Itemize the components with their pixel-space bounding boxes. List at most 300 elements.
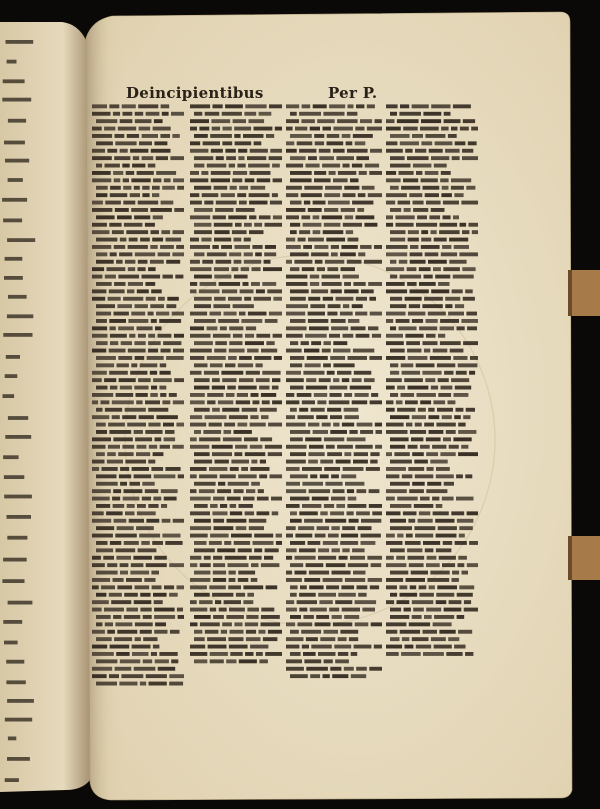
ink-word <box>286 608 297 612</box>
ink-word <box>301 119 315 123</box>
ink-word <box>190 260 200 264</box>
left-page-fragment <box>5 435 31 439</box>
ink-word <box>164 178 171 182</box>
ink-word <box>427 578 449 582</box>
text-line <box>286 378 375 382</box>
ink-word <box>436 467 450 471</box>
ink-word <box>242 408 258 412</box>
ink-word <box>212 386 225 390</box>
ink-word <box>438 378 449 382</box>
text-line <box>194 504 253 508</box>
ink-word <box>360 430 373 434</box>
ink-word <box>359 171 367 175</box>
ink-word <box>127 504 135 508</box>
ink-word <box>438 393 451 397</box>
ink-word <box>235 223 242 227</box>
ink-word <box>113 504 125 508</box>
ink-word <box>465 289 473 293</box>
text-line <box>190 393 276 397</box>
ink-word <box>399 585 407 589</box>
ink-word <box>120 563 129 567</box>
ink-word <box>399 260 408 264</box>
ink-word <box>92 104 107 108</box>
ink-word <box>356 297 367 301</box>
left-page-fragment <box>7 515 32 519</box>
ink-word <box>413 608 424 612</box>
ink-word <box>261 349 277 353</box>
ink-word <box>177 186 184 190</box>
ink-word <box>238 156 244 160</box>
ink-word <box>390 615 409 619</box>
text-line <box>390 548 451 552</box>
ink-word <box>454 393 469 397</box>
ink-word <box>232 178 242 182</box>
ink-word <box>329 334 340 338</box>
ink-word <box>317 400 326 404</box>
text-line <box>286 208 364 212</box>
ink-word <box>125 408 146 412</box>
ink-word <box>190 356 204 360</box>
ink-word <box>318 548 329 552</box>
ink-word <box>426 563 440 567</box>
ink-word <box>166 260 180 264</box>
ink-word <box>248 164 270 168</box>
ink-word <box>205 415 227 419</box>
ink-word <box>269 104 282 108</box>
ink-word <box>235 141 252 145</box>
ink-word <box>96 615 111 619</box>
ink-word <box>354 645 372 649</box>
ink-word <box>386 104 398 108</box>
ink-word <box>273 334 282 338</box>
ink-word <box>134 667 156 671</box>
ink-word <box>272 511 279 515</box>
ink-word <box>290 408 297 412</box>
ink-word <box>141 541 150 545</box>
ink-word <box>269 156 282 160</box>
text-line <box>194 408 277 412</box>
ink-word <box>130 193 140 197</box>
ink-word <box>456 371 467 375</box>
ink-word <box>343 467 364 471</box>
ink-word <box>92 156 112 160</box>
text-line <box>390 208 445 212</box>
ink-word <box>298 415 314 419</box>
ink-word <box>92 630 105 634</box>
ink-word <box>301 193 322 197</box>
ink-word <box>113 171 123 175</box>
ink-word <box>338 652 348 656</box>
ink-word <box>290 386 304 390</box>
text-line <box>92 178 184 182</box>
ink-word <box>386 141 397 145</box>
ink-word <box>412 615 422 619</box>
text-line <box>190 400 282 404</box>
ink-word <box>299 511 318 515</box>
ink-word <box>238 386 257 390</box>
left-page-fragment <box>4 475 24 479</box>
ink-word <box>228 297 242 301</box>
ink-word <box>286 600 294 604</box>
ink-word <box>169 393 177 397</box>
ink-word <box>402 474 413 478</box>
ink-word <box>125 260 135 264</box>
ink-word <box>268 630 282 634</box>
ink-word <box>223 127 232 131</box>
ink-word <box>226 393 235 397</box>
ink-word <box>316 415 327 419</box>
ink-word <box>229 578 236 582</box>
ink-word <box>112 400 134 404</box>
ink-word <box>218 319 239 323</box>
ink-word <box>109 593 122 597</box>
text-line <box>386 245 469 249</box>
ink-word <box>336 156 354 160</box>
ink-word <box>352 201 373 205</box>
ink-word <box>151 289 162 293</box>
ink-word <box>408 356 428 360</box>
ink-word <box>194 319 216 323</box>
ink-word <box>92 489 111 493</box>
ink-word <box>452 571 459 575</box>
ink-word <box>390 260 396 264</box>
ink-word <box>120 467 129 471</box>
ink-word <box>190 201 202 205</box>
ink-word <box>102 467 118 471</box>
ink-word <box>190 600 197 604</box>
ink-word <box>348 356 368 360</box>
ink-word <box>408 312 426 316</box>
ink-word <box>347 112 358 116</box>
ink-word <box>419 267 431 271</box>
ink-word <box>428 312 446 316</box>
ink-word <box>386 386 395 390</box>
ink-word <box>344 289 358 293</box>
ink-word <box>290 289 309 293</box>
ink-word <box>92 297 105 301</box>
ink-word <box>116 652 129 656</box>
ink-word <box>304 349 319 353</box>
ink-word <box>440 341 461 345</box>
ink-word <box>374 645 382 649</box>
ink-word <box>297 600 317 604</box>
ink-word <box>250 149 268 153</box>
ink-word <box>355 445 372 449</box>
ink-word <box>338 593 356 597</box>
ink-word <box>194 630 202 634</box>
ink-word <box>457 326 465 330</box>
ink-word <box>286 548 297 552</box>
ink-word <box>169 593 178 597</box>
text-line <box>286 600 376 604</box>
ink-word <box>194 541 207 545</box>
ink-word <box>156 312 169 316</box>
ink-word <box>123 297 143 301</box>
ink-word <box>310 127 320 131</box>
ink-word <box>131 312 145 316</box>
text-line <box>386 408 475 412</box>
ink-word <box>92 171 111 175</box>
ink-word <box>245 452 265 456</box>
ink-word <box>255 252 262 256</box>
ink-word <box>228 637 243 641</box>
left-page-fragment <box>8 601 33 605</box>
ink-word <box>295 571 307 575</box>
ink-word <box>96 622 102 626</box>
ink-word <box>266 341 274 345</box>
ink-word <box>422 371 441 375</box>
ink-word <box>364 260 382 264</box>
text-line <box>390 393 468 397</box>
ink-word <box>251 186 266 190</box>
ink-word <box>309 445 324 449</box>
left-page-fragment <box>4 141 25 145</box>
ink-word <box>240 289 254 293</box>
ink-word <box>272 386 279 390</box>
ink-word <box>176 245 184 249</box>
ink-word <box>319 156 334 160</box>
ink-word <box>127 134 139 138</box>
ink-word <box>386 652 399 656</box>
ink-word <box>96 341 108 345</box>
ink-word <box>173 349 184 353</box>
ink-word <box>131 363 137 367</box>
ink-word <box>237 164 245 168</box>
ink-word <box>324 630 339 634</box>
ink-word <box>332 548 340 552</box>
text-line <box>386 534 465 538</box>
ink-word <box>109 104 119 108</box>
ink-word <box>333 363 354 367</box>
ink-word <box>234 452 242 456</box>
ink-word <box>121 674 143 678</box>
ink-word <box>298 622 313 626</box>
ink-word <box>136 452 150 456</box>
ink-word <box>172 134 179 138</box>
text-line <box>390 371 475 375</box>
ink-word <box>126 578 142 582</box>
ink-word <box>436 593 454 597</box>
ink-word <box>320 637 335 641</box>
ink-word <box>331 252 338 256</box>
text-line <box>386 578 459 582</box>
ink-word <box>219 608 227 612</box>
ink-word <box>406 534 413 538</box>
ink-word <box>333 489 345 493</box>
ink-word <box>308 423 319 427</box>
ink-word <box>309 571 329 575</box>
ink-word <box>234 489 244 493</box>
ink-word <box>352 164 363 168</box>
ink-word <box>386 541 403 545</box>
ink-word <box>194 452 210 456</box>
ink-word <box>138 548 157 552</box>
ink-word <box>126 608 138 612</box>
ink-word <box>247 608 259 612</box>
ink-word <box>343 164 350 168</box>
ink-word <box>92 334 108 338</box>
ink-word <box>299 149 316 153</box>
ink-word <box>308 312 325 316</box>
ink-word <box>209 585 226 589</box>
ink-word <box>390 445 405 449</box>
ink-word <box>148 423 160 427</box>
ink-word <box>138 334 146 338</box>
ink-word <box>462 571 469 575</box>
ink-word <box>397 497 418 501</box>
text-line <box>190 415 269 419</box>
ink-word <box>342 548 349 552</box>
ink-word <box>286 526 296 530</box>
ink-word <box>290 563 303 567</box>
ink-word <box>452 578 459 582</box>
left-page-fragment <box>8 119 26 123</box>
ink-word <box>268 452 282 456</box>
ink-word <box>342 134 351 138</box>
text-line <box>286 526 372 530</box>
ink-word <box>145 223 155 227</box>
text-line <box>390 326 477 330</box>
ink-word <box>322 282 342 286</box>
ink-word <box>313 230 321 234</box>
ink-word <box>427 556 437 560</box>
ink-word <box>190 267 212 271</box>
left-page-fragment <box>6 680 25 684</box>
ink-word <box>320 474 329 478</box>
ink-word <box>263 267 282 271</box>
ink-word <box>318 652 336 656</box>
ink-word <box>92 467 99 471</box>
ink-word <box>154 474 176 478</box>
ink-word <box>412 415 426 419</box>
ink-word <box>123 201 135 205</box>
ink-word <box>140 608 151 612</box>
ink-word <box>410 430 426 434</box>
ink-word <box>416 363 435 367</box>
ink-word <box>286 238 295 242</box>
ink-word <box>213 615 224 619</box>
text-line <box>286 489 379 493</box>
ink-word <box>343 223 362 227</box>
ink-word <box>421 119 441 123</box>
ink-word <box>128 267 135 271</box>
text-line <box>390 593 473 597</box>
text-line <box>286 534 381 538</box>
ink-word <box>234 541 250 545</box>
text-line <box>190 445 282 449</box>
ink-word <box>386 630 397 634</box>
ink-word <box>342 526 355 530</box>
ink-word <box>327 408 341 412</box>
ink-word <box>190 467 207 471</box>
ink-word <box>303 223 322 227</box>
ink-word <box>332 674 348 678</box>
text-line <box>290 289 374 293</box>
ink-word <box>120 571 128 575</box>
ink-word <box>109 289 125 293</box>
ink-word <box>344 415 359 419</box>
ink-word <box>258 489 264 493</box>
ink-word <box>139 141 152 145</box>
ink-word <box>190 400 205 404</box>
ink-word <box>314 245 328 249</box>
ink-word <box>228 215 246 219</box>
ink-word <box>421 245 440 249</box>
text-line <box>194 630 282 634</box>
ink-word <box>370 312 382 316</box>
ink-word <box>222 289 237 293</box>
ink-word <box>155 622 166 626</box>
ink-word <box>329 171 336 175</box>
ink-word <box>455 541 467 545</box>
ink-word <box>231 534 252 538</box>
ink-word <box>343 275 359 279</box>
ink-word <box>92 645 107 649</box>
ink-word <box>172 312 184 316</box>
ink-word <box>400 104 409 108</box>
ink-word <box>319 378 331 382</box>
ink-word <box>449 260 466 264</box>
ink-word <box>345 215 354 219</box>
ink-word <box>308 297 320 301</box>
ink-word <box>156 156 168 160</box>
ink-word <box>306 563 324 567</box>
ink-word <box>290 341 298 345</box>
ink-word <box>151 149 171 153</box>
ink-word <box>159 319 181 323</box>
ink-word <box>371 622 382 626</box>
ink-word <box>399 171 414 175</box>
ink-word <box>370 400 382 404</box>
ink-word <box>358 526 372 530</box>
ink-word <box>325 260 344 264</box>
ink-word <box>412 637 429 641</box>
ink-word <box>333 341 347 345</box>
ink-word <box>134 474 152 478</box>
ink-word <box>115 141 136 145</box>
ink-word <box>145 430 162 434</box>
ink-word <box>459 526 473 530</box>
ink-word <box>194 504 208 508</box>
text-line <box>290 452 380 456</box>
text-line <box>92 275 183 279</box>
ink-word <box>355 141 366 145</box>
ink-word <box>110 186 121 190</box>
ink-word <box>344 452 351 456</box>
ink-word <box>467 563 478 567</box>
ink-word <box>238 548 252 552</box>
ink-word <box>155 326 162 330</box>
ink-word <box>251 578 258 582</box>
ink-word <box>424 615 432 619</box>
ink-word <box>302 104 311 108</box>
text-line <box>390 260 467 264</box>
ink-word <box>417 393 436 397</box>
ink-word <box>311 289 328 293</box>
text-line <box>286 326 378 330</box>
ink-word <box>322 275 341 279</box>
ink-word <box>155 437 162 441</box>
text-line <box>92 645 159 649</box>
ink-word <box>124 593 138 597</box>
ink-word <box>303 245 312 249</box>
ink-word <box>357 423 373 427</box>
ink-word <box>418 519 433 523</box>
ink-word <box>295 534 312 538</box>
ink-word <box>226 156 236 160</box>
ink-word <box>416 171 422 175</box>
ink-word <box>424 349 430 353</box>
